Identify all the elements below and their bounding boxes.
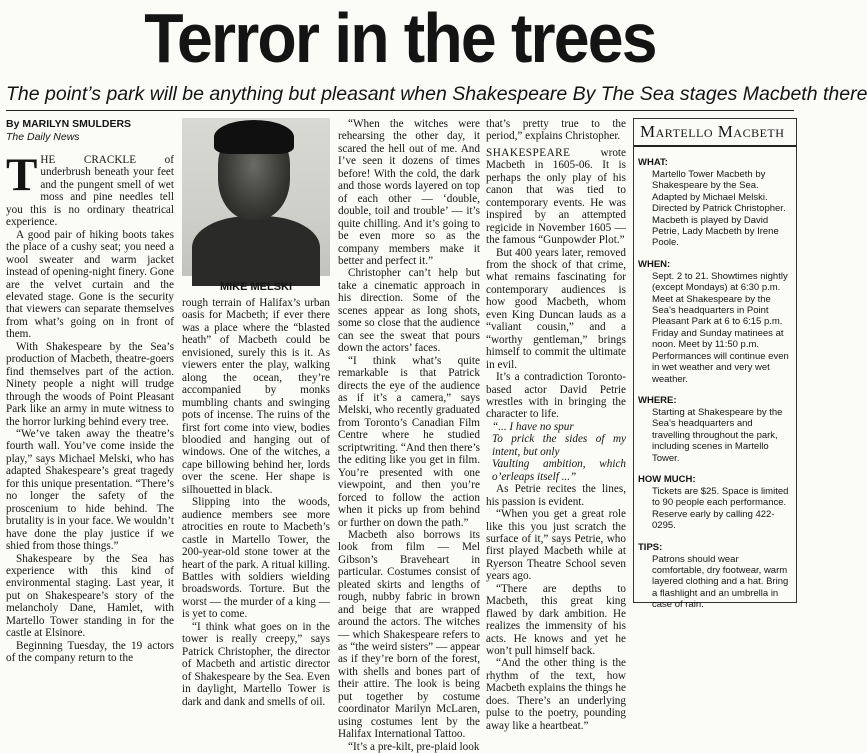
photo-shoulders [192, 216, 320, 286]
photo-hair [214, 120, 294, 154]
sidebar-label: WHEN: [638, 258, 671, 270]
verse-line: To prick the sides of my intent, but only [492, 433, 626, 458]
paragraph: “I think what’s quite remarkable is that Patrick directs the eye of the audience as if it’s a camera,” says Melski, who recently graduated from Toronto’s Canadian Film Centre where he studied scriptwriting. “And then there’s the editing like you get in film. You’re presented with one viewpoint, and then you’re forced to follow the action when it picks up from behind or further on down the path.” [338, 354, 480, 529]
paragraph: It’s a contradiction Toronto-based actor David Petrie wrestles with in bringing the character to life. [486, 371, 626, 421]
sidebar-title: Martello Macbeth [634, 119, 796, 147]
sidebar-text: Martello Tower Macbeth by Shakespeare by the Sea. Adapted by Michael Melski. Directed by Patrick Christopher. Macbeth is played by David Petrie, Lady Macbeth by Irene Poole. [652, 169, 786, 249]
byline-paper: The Daily News [6, 131, 80, 143]
section-lead-word: SHAKESPEARE [486, 146, 571, 159]
sidebar-label: HOW MUCH: [638, 473, 696, 485]
info-sidebar [633, 118, 797, 611]
paragraph: “We’ve taken away the theatre’s fourth wall. You’ve come inside the play,” says Michael Melski, who has adapted Shakespeare’s great tragedy for this unique presentation. “There’s no longer the safety of the proscenium to hide behind. The brutality is in your face. We wouldn’t have done the play justice if we shied from those things.” [6, 427, 174, 553]
section-lead [486, 147, 626, 247]
section-lead-text: wrote Macbeth in 1605-06. It is perhaps the only play of his canon that was tied to contemporary events. He was inspired by an attempted regicide in November 1605 — the famous “Gunpowder Plot.” [486, 146, 626, 247]
photo-mike-melski [182, 118, 330, 276]
paragraph: “And the other thing is the rhythm of the text, how Macbeth explains the things he does. There’s an underlying pulse to the poetry, pounding away like a heartbeat.” [486, 657, 626, 732]
article-column-3 [338, 118, 480, 753]
sidebar-text: Tickets are $25. Space is limited to 90 people each performance. Reserve early by calling 422-0295. [652, 485, 789, 532]
verse-line: Vaulting ambition, which o’erleaps itself ...” [492, 458, 626, 483]
sidebar-text: Patrons should wear comfortable, dry footwear, warm layered clothing and a hat. Bring a flashlight and an umbrella in case of rain. [652, 553, 789, 611]
sidebar-when [638, 259, 792, 385]
paragraph: Slipping into the woods, audience members see more atrocities en route to Macbeth’s castle in Martello Tower, the 200-year-old stone tower at the heart of the park. A ritual killing. Battles with soldiers wielding broadswords. Torture. But the worst — the murder of a king — is yet to come. [182, 496, 330, 621]
headline: Terror in the trees [144, 0, 656, 77]
sidebar-how-much [638, 474, 792, 532]
paragraph: “When the witches were rehearsing the other day, it scared the hell out of me. And I’ve seen it dozens of times before! With the cold, the dark and those words layered on top of each other — ‘double, double, toil and trouble’ — it’s quite chilling. And it’s going to be even more so as the company members make it better and perfect it.” [338, 118, 480, 267]
sidebar-tips [638, 542, 792, 611]
sidebar-text: Sept. 2 to 21. Showtimes nightly (except Mondays) at 6:30 p.m. Meet at Shakespeare by the Sea’s headquarters in Point Pleasant Park at 6 to 6:15 p.m. Friday and Sunday matinees at noon. Meet by 11:50 p.m. Performances will continue even in wet weather and very wet weather. [652, 270, 789, 385]
article-column-4 [486, 118, 626, 732]
paragraph: But 400 years later, removed from the shock of that crime, what remains fascinating for contemporary audiences is how good Macbeth, whom even King Duncan lauds as a “valiant cousin,” and a “worthy gentleman,” brings himself to commit the ultimate in evil. [486, 246, 626, 371]
lead-paragraph [6, 149, 174, 229]
sidebar-where [638, 395, 792, 464]
deck-subheadline: The point’s park will be anything but pleasant when Shakespeare By The Sea stages Macbeth there [6, 83, 867, 105]
paragraph: that’s pretty true to the period,” explains Christopher. [486, 118, 626, 143]
paragraph: “It’s a pre-kilt, pre-plaid look [348, 740, 480, 753]
paragraph: Christopher can’t help but take a cinematic approach in his direction. Some of the scenes appear as long shots, some so close that the audience can see the sweat that pours down the actors’ faces. [338, 267, 480, 355]
lead-text: HE CRACKLE of underbrush beneath your feet and the pungent smell of wet moss and pine needles tell you this is no ordinary theatrical experience. [6, 154, 174, 229]
sidebar-label: WHERE: [638, 394, 677, 406]
byline-author: By MARILYN SMULDERS [6, 118, 132, 130]
sidebar-label: WHAT: [638, 157, 668, 168]
deck-rule [6, 110, 794, 111]
sidebar-what [638, 157, 792, 249]
photo-caption: MIKE MELSKI [219, 281, 293, 293]
sidebar-text: Starting at Shakespeare by the Sea’s headquarters and travelling throughout the park, including scenes in Martello Tower. [652, 406, 783, 464]
paragraph: A good pair of hiking boots takes the place of a cushy seat; you need a wool sweater and warm jacket instead of opening-night finery. Gone are the velvet curtain and the elevated stage. Gone is the security that viewers can separate themselves from what’s going on in front of them. [6, 228, 174, 341]
paragraph: “I think what goes on in the tower is really creepy,” says Patrick Christopher, the director of Macbeth and artistic director of Shakespeare by the Sea. Even in daylight, Martello Tower is dark and dank and smells of oil. [182, 620, 330, 708]
paragraph: “There are depths to Macbeth, this great king flawed by dark ambition. He realizes the immensity of his acts. He knows and yet he won’t pull himself back. [486, 582, 626, 658]
verse-line: “... I have no spur [492, 420, 574, 433]
paragraph: rough terrain of Halifax’s urban oasis for Macbeth; if ever there was a place where the “blasted heath” of Macbeth could be envisioned, surely this is it. As viewers enter the play, walking along the ocean, they’re accompanied by monks mumbling chants and swinging pots of incense. The ruins of the first fort come into view, bodies bloodied and hanging out of windows. One of the witches, a cape billowing behind her, lords over the scene. Her shape is silhouetted in black. [182, 297, 330, 496]
paragraph: As Petrie recites the lines, his passion is evident. [486, 483, 626, 508]
paragraph: Macbeth also borrows its look from film — Mel Gibson’s Braveheart in particular. Costumes consist of pleated skirts and lengths of rough, nubby fabric in brown and beige that are wrapped around the actors. The witches — which Shakespeare refers to as “the weird sisters” — appear as if they’re born of the forest, with shells and bones part of their attire. The look is being put together by costume coordinator Marilyn McLaren, using costumes lent by the Halifax International Tattoo. [338, 528, 480, 741]
drop-cap: T [6, 149, 38, 201]
paragraph: “When you get a great role like this you just scratch the surface of it,” says Petrie, who first played Macbeth while at Ryerson Theatre School seven years ago. [486, 508, 626, 583]
article-column-2 [182, 297, 330, 708]
sidebar-label: TIPS: [638, 541, 663, 553]
paragraph: Beginning Tuesday, the 19 actors of the company return to the [6, 639, 174, 665]
article-column-1 [6, 118, 174, 665]
paragraph: With Shakespeare by the Sea’s production of Macbeth, theatre-goers find themselves part of the action. Ninety people a night will trudge through the woods of Point Pleasant Park like an army in mute witness to the horror lurking behind every tree. [6, 340, 174, 428]
paragraph: Shakespeare by the Sea has experience with this kind of environmental staging. Last year, it put on Shakespeare’s story of the melancholy Dane, Hamlet, with Martello Tower standing in for the castle at Elsinore. [6, 552, 174, 640]
